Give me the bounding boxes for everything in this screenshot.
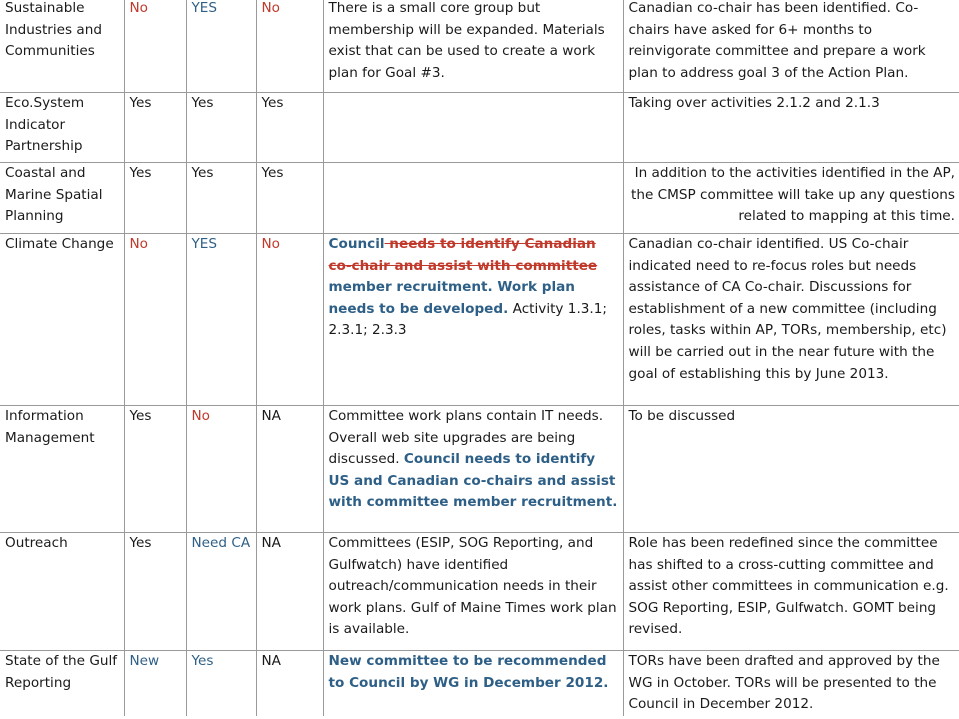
status-struck-text: needs to identify Canadian co-chair and assist with committee <box>328 236 598 274</box>
committee-cell: Outreach <box>0 533 124 651</box>
col4-cell: Yes <box>256 93 323 163</box>
col3-cell: Need CA <box>186 533 256 651</box>
status-cell: New committee to be recommended to Council by WG in December 2012. <box>323 651 623 716</box>
col3-cell: Yes <box>186 163 256 234</box>
comments-cell: Canadian co-chair has been identified. Co-chairs have asked for 6+ months to reinvigorate committee and prepare a work plan to address goal 3 of the Action Plan. <box>623 0 959 93</box>
col3-cell: Yes <box>186 93 256 163</box>
status-cell <box>323 234 623 406</box>
status-activities: Activity 1.3.1; 2.3.1; 2.3.3 <box>328 300 607 339</box>
comments-cell: Role has been redefined since the committee has shifted to a cross-cutting committee and assist other committees in communication e.g. SOG Reporting, ESIP, Gulfwatch. GOMT being revised. <box>623 533 959 651</box>
committee-cell: Information Management <box>0 406 124 533</box>
comments-cell: TORs have been drafted and approved by the WG in October. TORs will be presented to the Council in December 2012. <box>623 651 959 716</box>
col2-cell: Yes <box>124 533 186 651</box>
col4-cell: No <box>256 234 323 406</box>
committee-cell: Eco.System Indicator Partnership <box>0 93 124 163</box>
status-bold-text: member recruitment. Work plan needs to be developed. <box>328 279 575 317</box>
table-row <box>0 406 959 533</box>
table-row <box>0 0 959 93</box>
status-cell <box>323 163 623 234</box>
comments-cell: Taking over activities 2.1.2 and 2.1.3 <box>623 93 959 163</box>
col4-cell: Yes <box>256 163 323 234</box>
committee-cell: Coastal and Marine Spatial Planning <box>0 163 124 234</box>
status-cell: Committees (ESIP, SOG Reporting, and Gulfwatch) have identified outreach/communication needs in their work plans. Gulf of Maine Times work plan is available. <box>323 533 623 651</box>
comments-cell: To be discussed <box>623 406 959 533</box>
committee-cell: Sustainable Industries and Communities <box>0 0 124 93</box>
col3-cell: Yes <box>186 651 256 716</box>
table-row <box>0 651 959 716</box>
col4-cell: NA <box>256 533 323 651</box>
col2-cell: Yes <box>124 406 186 533</box>
table-row <box>0 163 959 234</box>
col4-cell: NA <box>256 406 323 533</box>
comments-cell: In addition to the activities identified in the AP, the CMSP committee will take up any questions related to mapping at this time. <box>623 163 959 234</box>
col2-cell: Yes <box>124 93 186 163</box>
col2-cell: No <box>124 234 186 406</box>
col2-cell: Yes <box>124 163 186 234</box>
status-cell: There is a small core group but membership will be expanded. Materials exist that can be used to create a work plan for Goal #3. <box>323 0 623 93</box>
col3-cell: YES <box>186 0 256 93</box>
status-bold-text: Council needs to identify US and Canadian co-chairs and assist with committee member recruitment. <box>328 451 618 511</box>
table-row <box>0 234 959 406</box>
col4-cell: NA <box>256 651 323 716</box>
col2-cell: New <box>124 651 186 716</box>
committee-cell: State of the Gulf Reporting <box>5 653 118 691</box>
col4-cell: No <box>256 0 323 93</box>
status-cell <box>323 93 623 163</box>
col3-cell: No <box>186 406 256 533</box>
col2-cell: No <box>124 0 186 93</box>
status-council: Council <box>328 236 385 252</box>
status-cell <box>323 406 623 533</box>
col3-cell: YES <box>186 234 256 406</box>
committee-cell: Climate Change <box>0 234 124 406</box>
comments-cell: Canadian co-chair identified. US Co-chair indicated need to re-focus roles but needs assistance of CA Co-chair. Discussions for establishment of a new committee (including roles, tasks within AP, TORs, membership, etc) will be carried out in the near future with the goal of establishing this by June 2013. <box>623 234 959 406</box>
status-plain-text: Committee work plans contain IT needs. Overall web site upgrades are being discussed. <box>328 408 604 468</box>
table-row <box>0 93 959 163</box>
table-row <box>0 533 959 651</box>
